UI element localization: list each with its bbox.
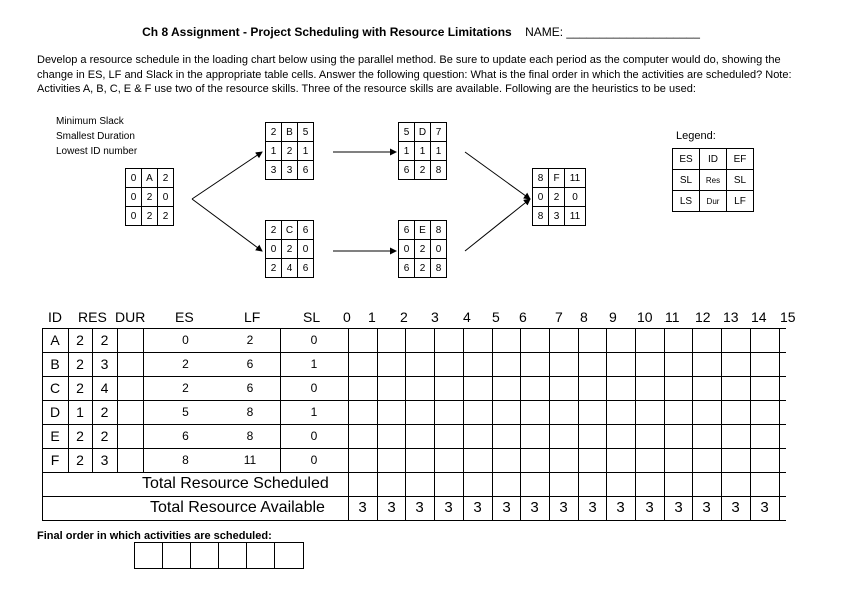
node-f-fs: 0 — [565, 188, 586, 207]
available-14: 3 — [760, 499, 769, 516]
row-f-res: 2 — [76, 452, 84, 468]
final-order-boxes — [134, 542, 304, 569]
col-header-dur: DUR — [115, 309, 146, 325]
row-f-lf: 11 — [243, 453, 257, 467]
schedule-cell[interactable] — [665, 329, 693, 352]
node-d-ls: 6 — [399, 161, 415, 180]
row-a-res: 2 — [76, 332, 84, 348]
period-header-4: 4 — [463, 309, 471, 325]
schedule-cell[interactable] — [693, 449, 721, 472]
row-a-sl: 0 — [310, 333, 318, 347]
schedule-cell[interactable] — [636, 377, 664, 400]
node-a-sl: 0 — [126, 188, 142, 207]
schedule-cell[interactable] — [665, 401, 693, 424]
schedule-cell[interactable] — [521, 401, 549, 424]
node-a-lf: 2 — [158, 207, 174, 226]
legend-id: ID — [700, 149, 727, 170]
row-a-id: A — [50, 332, 60, 348]
node-d-sl: 1 — [399, 142, 415, 161]
schedule-cell[interactable] — [550, 425, 578, 448]
row-c-es: 2 — [182, 381, 189, 395]
period-header-12: 12 — [695, 309, 711, 325]
schedule-cell[interactable] — [550, 329, 578, 352]
schedule-cell[interactable] — [693, 425, 721, 448]
schedule-cell[interactable] — [493, 449, 521, 472]
schedule-cell[interactable] — [751, 353, 779, 376]
node-b-es: 2 — [266, 123, 282, 142]
node-c — [265, 220, 314, 278]
name-label: NAME: ____________________ — [525, 25, 700, 39]
node-e-sl: 0 — [399, 240, 415, 259]
total-available-label: Total Resource Available — [150, 499, 325, 516]
row-d-id: D — [49, 404, 61, 420]
schedule-cell[interactable] — [665, 449, 693, 472]
schedule-cell[interactable] — [493, 425, 521, 448]
row-e-dur: 2 — [100, 428, 109, 444]
row-f-sl: 0 — [310, 453, 318, 467]
node-f-res: 2 — [549, 188, 565, 207]
schedule-cell[interactable] — [693, 353, 721, 376]
schedule-cell[interactable] — [521, 377, 549, 400]
schedule-cell[interactable] — [521, 353, 549, 376]
period-header-1: 1 — [368, 309, 376, 325]
schedule-cell[interactable] — [493, 353, 521, 376]
schedule-cell[interactable] — [378, 401, 406, 424]
schedule-cell[interactable] — [665, 377, 693, 400]
schedule-cell[interactable] — [406, 329, 434, 352]
schedule-cell[interactable] — [378, 449, 406, 472]
heuristic-1: Minimum Slack — [56, 116, 124, 127]
node-f-id: F — [549, 169, 565, 188]
schedule-cell[interactable] — [550, 377, 578, 400]
available-1: 3 — [387, 499, 396, 516]
row-f-es: 8 — [182, 453, 189, 467]
arrow-d-f — [465, 152, 530, 199]
node-b-ls: 3 — [266, 161, 282, 180]
node-a-id: A — [142, 169, 158, 188]
scheduled-total-cell[interactable] — [349, 473, 377, 496]
schedule-cell[interactable] — [579, 449, 607, 472]
row-b-res: 2 — [76, 356, 84, 372]
schedule-cell[interactable] — [607, 329, 635, 352]
schedule-cell[interactable] — [665, 353, 693, 376]
scheduled-total-cell[interactable] — [521, 473, 549, 496]
row-d-res: 1 — [76, 404, 84, 420]
row-f-id: F — [50, 452, 60, 468]
total-scheduled-label: Total Resource Scheduled — [142, 475, 329, 492]
node-e-es: 6 — [399, 221, 415, 240]
arrow-e-f — [465, 199, 530, 251]
row-a-dur: 2 — [100, 332, 109, 348]
node-d-lf: 8 — [431, 161, 447, 180]
scheduled-total-cell[interactable] — [636, 473, 664, 496]
col-header-sl: SL — [303, 309, 321, 325]
available-4: 3 — [473, 499, 482, 516]
legend-sl2: SL — [727, 170, 754, 191]
arrow-a-c — [192, 199, 262, 251]
node-a-ef: 2 — [158, 169, 174, 188]
scheduled-total-cell[interactable] — [464, 473, 492, 496]
order-box-1[interactable] — [135, 543, 163, 568]
instructions: Develop a resource schedule in the loading chart below using the parallel method. Be sure to update each period as the computer would do, showing the change in ES, LF and Slack in the appropriate table cells. Answer the following question: What is the final order in which the activities are scheduled? Note: Activities A, B, C, E & F use two of the resource skills. Three of the resource skills are available. Following are the heuristics to be used: — [37, 54, 792, 95]
schedule-cell[interactable] — [349, 377, 377, 400]
heuristic-2: Smallest Duration — [56, 131, 135, 142]
schedule-cell[interactable] — [579, 377, 607, 400]
grid-line — [42, 520, 786, 521]
node-e-res: 2 — [415, 240, 431, 259]
legend-ls: LS — [673, 191, 700, 212]
order-box-2[interactable] — [163, 543, 191, 568]
schedule-cell[interactable] — [579, 425, 607, 448]
schedule-cell[interactable] — [435, 329, 463, 352]
schedule-cell[interactable] — [378, 377, 406, 400]
scheduled-total-cell[interactable] — [693, 473, 721, 496]
node-b-ef: 5 — [298, 123, 314, 142]
schedule-cell[interactable] — [378, 353, 406, 376]
node-d-id: D — [415, 123, 431, 142]
scheduled-total-cell[interactable] — [579, 473, 607, 496]
node-f-lf: 11 — [565, 207, 586, 226]
legend-lf: LF — [727, 191, 754, 212]
scheduled-total-cell[interactable] — [722, 473, 750, 496]
node-f-dur: 3 — [549, 207, 565, 226]
schedule-cell[interactable] — [722, 425, 750, 448]
period-header-6: 6 — [519, 309, 527, 325]
schedule-cell[interactable] — [378, 329, 406, 352]
available-5: 3 — [502, 499, 511, 516]
row-e-sl: 0 — [310, 429, 318, 443]
grid-line — [779, 328, 780, 520]
available-12: 3 — [702, 499, 711, 516]
row-b-lf: 6 — [246, 357, 254, 371]
schedule-cell[interactable] — [521, 329, 549, 352]
schedule-cell[interactable] — [435, 425, 463, 448]
schedule-cell[interactable] — [722, 449, 750, 472]
node-a-dur: 2 — [142, 207, 158, 226]
order-box-3[interactable] — [191, 543, 219, 568]
schedule-cell[interactable] — [751, 401, 779, 424]
schedule-cell[interactable] — [406, 353, 434, 376]
schedule-cell[interactable] — [665, 425, 693, 448]
row-c-id: C — [49, 380, 61, 396]
available-7: 3 — [559, 499, 568, 516]
schedule-cell[interactable] — [493, 377, 521, 400]
schedule-cell[interactable] — [464, 401, 492, 424]
period-header-9: 9 — [609, 309, 617, 325]
schedule-cell[interactable] — [435, 401, 463, 424]
legend-res: Res — [700, 170, 727, 191]
period-header-15: 15 — [780, 309, 796, 325]
period-header-11: 11 — [665, 309, 680, 325]
heuristic-3: Lowest ID number — [56, 146, 138, 157]
available-8: 3 — [588, 499, 597, 516]
row-f-dur: 3 — [100, 452, 109, 468]
row-c-res: 2 — [76, 380, 84, 396]
schedule-cell[interactable] — [435, 377, 463, 400]
scheduled-total-cell[interactable] — [665, 473, 693, 496]
node-a-fs: 0 — [158, 188, 174, 207]
schedule-cell[interactable] — [636, 401, 664, 424]
row-d-es: 5 — [182, 405, 189, 419]
schedule-cell[interactable] — [607, 353, 635, 376]
schedule-cell[interactable] — [521, 425, 549, 448]
schedule-cell[interactable] — [406, 401, 434, 424]
node-d-es: 5 — [399, 123, 415, 142]
period-header-8: 8 — [580, 309, 588, 325]
schedule-cell[interactable] — [607, 449, 635, 472]
node-d-dur: 2 — [415, 161, 431, 180]
col-header-res: RES — [78, 309, 107, 325]
row-e-res: 2 — [76, 428, 84, 444]
node-e-ef: 8 — [431, 221, 447, 240]
node-c-dur: 4 — [282, 259, 298, 278]
node-d-res: 1 — [415, 142, 431, 161]
period-header-13: 13 — [723, 309, 739, 325]
schedule-cell[interactable] — [693, 329, 721, 352]
schedule-cell[interactable] — [607, 425, 635, 448]
available-2: 3 — [415, 499, 424, 516]
node-f-ls: 8 — [533, 207, 549, 226]
node-c-lf: 6 — [298, 259, 314, 278]
schedule-cell[interactable] — [521, 449, 549, 472]
legend-sl: SL — [673, 170, 700, 191]
scheduled-total-cell[interactable] — [550, 473, 578, 496]
period-header-0: 0 — [343, 309, 351, 325]
row-b-dur: 3 — [100, 356, 109, 372]
schedule-cell[interactable] — [693, 377, 721, 400]
col-header-es: ES — [175, 309, 194, 325]
node-c-ef: 6 — [298, 221, 314, 240]
period-header-10: 10 — [637, 309, 653, 325]
schedule-cell[interactable] — [493, 329, 521, 352]
schedule-cell[interactable] — [636, 449, 664, 472]
node-b-sl: 1 — [266, 142, 282, 161]
node-f-ef: 11 — [565, 169, 586, 188]
node-a-es: 0 — [126, 169, 142, 188]
node-a — [125, 168, 174, 226]
row-c-sl: 0 — [310, 381, 318, 395]
legend-dur: Dur — [700, 191, 727, 212]
schedule-cell[interactable] — [464, 353, 492, 376]
row-d-sl: 1 — [310, 405, 318, 419]
row-c-lf: 6 — [246, 381, 254, 395]
schedule-cell[interactable] — [349, 329, 377, 352]
node-e-fs: 0 — [431, 240, 447, 259]
node-c-res: 2 — [282, 240, 298, 259]
node-d — [398, 122, 447, 180]
arrow-a-b — [192, 152, 262, 199]
period-header-7: 7 — [555, 309, 563, 325]
schedule-cell[interactable] — [349, 425, 377, 448]
node-b-dur: 3 — [282, 161, 298, 180]
schedule-cell[interactable] — [550, 401, 578, 424]
period-header-5: 5 — [492, 309, 500, 325]
col-header-lf: LF — [244, 309, 261, 325]
node-c-sl: 0 — [266, 240, 282, 259]
scheduled-total-cell[interactable] — [378, 473, 406, 496]
row-d-dur: 2 — [100, 404, 109, 420]
node-b-fs: 1 — [298, 142, 314, 161]
col-header-id: ID — [48, 309, 62, 325]
node-f-es: 8 — [533, 169, 549, 188]
schedule-cell[interactable] — [579, 329, 607, 352]
legend-es: ES — [673, 149, 700, 170]
schedule-cell[interactable] — [464, 377, 492, 400]
schedule-cell[interactable] — [722, 401, 750, 424]
available-6: 3 — [530, 499, 539, 516]
title-text: Ch 8 Assignment - Project Scheduling with Resource Limitations — [142, 25, 512, 39]
schedule-cell[interactable] — [349, 353, 377, 376]
scheduled-total-cell[interactable] — [406, 473, 434, 496]
schedule-cell[interactable] — [550, 353, 578, 376]
row-a-es: 0 — [182, 333, 189, 347]
row-a-lf: 2 — [246, 333, 254, 347]
schedule-cell[interactable] — [607, 401, 635, 424]
schedule-cell[interactable] — [493, 401, 521, 424]
schedule-cell[interactable] — [435, 449, 463, 472]
order-box-4[interactable] — [219, 543, 247, 568]
available-0: 3 — [358, 499, 367, 516]
node-f — [532, 168, 586, 226]
row-b-sl: 1 — [310, 357, 318, 371]
schedule-cell[interactable] — [636, 329, 664, 352]
node-e-dur: 2 — [415, 259, 431, 278]
available-11: 3 — [674, 499, 683, 516]
schedule-cell[interactable] — [722, 329, 750, 352]
legend — [672, 148, 754, 212]
row-b-id: B — [50, 356, 60, 372]
row-d-lf: 8 — [246, 405, 254, 419]
row-c-dur: 4 — [100, 380, 109, 396]
schedule-cell[interactable] — [464, 425, 492, 448]
node-c-es: 2 — [266, 221, 282, 240]
node-e-ls: 6 — [399, 259, 415, 278]
node-b-res: 2 — [282, 142, 298, 161]
node-b-lf: 6 — [298, 161, 314, 180]
order-box-6[interactable] — [275, 543, 303, 568]
schedule-cell[interactable] — [607, 377, 635, 400]
schedule-cell[interactable] — [722, 353, 750, 376]
row-e-id: E — [50, 428, 60, 444]
node-e — [398, 220, 447, 278]
node-b-id: B — [282, 123, 298, 142]
scheduled-total-cell[interactable] — [435, 473, 463, 496]
available-9: 3 — [616, 499, 625, 516]
node-f-sl: 0 — [533, 188, 549, 207]
schedule-cell[interactable] — [751, 377, 779, 400]
node-d-ef: 7 — [431, 123, 447, 142]
schedule-cell[interactable] — [693, 401, 721, 424]
node-a-ls: 0 — [126, 207, 142, 226]
period-header-14: 14 — [751, 309, 767, 325]
final-order-label: Final order in which activities are scheduled: — [37, 530, 272, 542]
period-header-2: 2 — [400, 309, 408, 325]
schedule-cell[interactable] — [636, 425, 664, 448]
available-10: 3 — [645, 499, 654, 516]
grid-line — [117, 328, 118, 472]
period-header-3: 3 — [431, 309, 439, 325]
schedule-cell[interactable] — [636, 353, 664, 376]
row-b-es: 2 — [182, 357, 189, 371]
schedule-cell[interactable] — [406, 425, 434, 448]
scheduled-total-cell[interactable] — [493, 473, 521, 496]
schedule-cell[interactable] — [579, 353, 607, 376]
legend-ef: EF — [727, 149, 754, 170]
schedule-cell[interactable] — [378, 425, 406, 448]
node-b — [265, 122, 314, 180]
schedule-cell[interactable] — [406, 377, 434, 400]
row-e-lf: 8 — [246, 429, 254, 443]
schedule-cell[interactable] — [722, 377, 750, 400]
row-e-es: 6 — [182, 429, 189, 443]
available-3: 3 — [444, 499, 453, 516]
node-c-ls: 2 — [266, 259, 282, 278]
schedule-cell[interactable] — [550, 449, 578, 472]
schedule-cell[interactable] — [435, 353, 463, 376]
legend-title: Legend: — [676, 130, 716, 142]
node-a-res: 2 — [142, 188, 158, 207]
schedule-cell[interactable] — [751, 449, 779, 472]
node-c-fs: 0 — [298, 240, 314, 259]
order-box-5[interactable] — [247, 543, 275, 568]
node-c-id: C — [282, 221, 298, 240]
available-13: 3 — [731, 499, 740, 516]
schedule-cell[interactable] — [464, 449, 492, 472]
schedule-cell[interactable] — [349, 449, 377, 472]
schedule-cell[interactable] — [751, 425, 779, 448]
schedule-cell[interactable] — [464, 329, 492, 352]
schedule-cell[interactable] — [349, 401, 377, 424]
scheduled-total-cell[interactable] — [751, 473, 779, 496]
node-e-lf: 8 — [431, 259, 447, 278]
node-d-fs: 1 — [431, 142, 447, 161]
scheduled-total-cell[interactable] — [607, 473, 635, 496]
schedule-cell[interactable] — [406, 449, 434, 472]
schedule-cell[interactable] — [579, 401, 607, 424]
node-e-id: E — [415, 221, 431, 240]
schedule-cell[interactable] — [751, 329, 779, 352]
